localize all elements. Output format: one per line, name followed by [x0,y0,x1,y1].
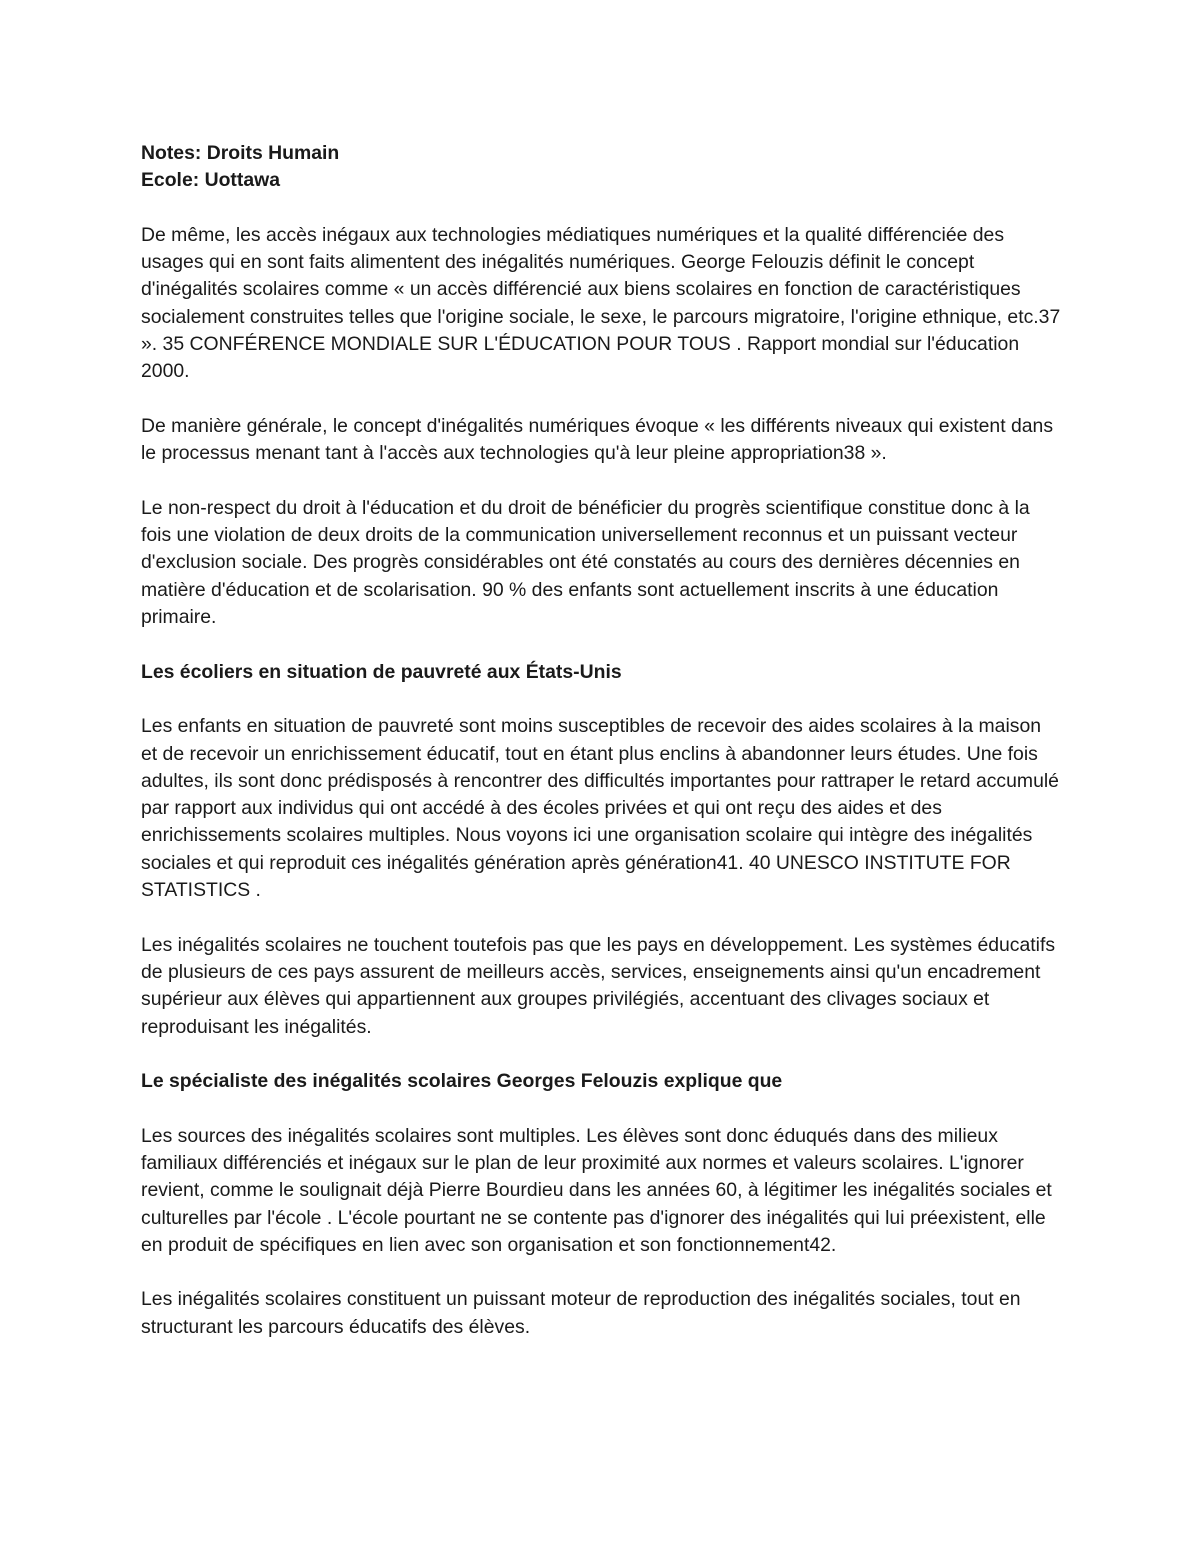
section-heading-felouzis: Le spécialiste des inégalités scolaires Georges Felouzis explique que [141,1070,783,1093]
document-body [141,140,1061,1368]
spacer [141,195,1061,222]
section-heading-poverty: Les écoliers en situation de pauvreté aux États-Unis [141,660,622,683]
school-title: Ecole: Uottawa [141,169,280,192]
paragraph-7: Les inégalités scolaires constituent un puissant moteur de reproduction des inégalités sociales, tout en structurant les parcours éducatifs des élèves. [141,1288,1021,1338]
notes-title: Notes: Droits Humain [141,142,340,164]
paragraph-6: Les sources des inégalités scolaires sont multiples. Les élèves sont donc éduqués dans des milieux familiaux différenciés et inégaux sur le plan de leur proximité aux normes et valeurs scolaires. L'ignorer revient, comme le soulignait déjà Pierre Bourdieu dans les années 60, à légitimer les inégalités sociales et culturelles par l'école . L'école pourtant ne se contente pas d'ignorer des inégalités qui lui préexistent, elle en produit de spécifiques en lien avec son organisation et son fonctionnement42. [141,1124,1052,1256]
paragraph-1: De même, les accès inégaux aux technologies médiatiques numériques et la qualité différenciée des usages qui en sont faits alimentent des inégalités numériques. George Felouzis définit le concept d'inégalités scolaires comme « un accès différencié aux biens scolaires en fonction de caractéristiques socialement construites telles que l'origine sociale, le sexe, le parcours migratoire, l'origine ethnique, etc.37 ». 35 CONFÉRENCE MONDIALE SUR L'ÉDUCATION POUR TOUS . Rapport mondial sur l'éducation 2000. [141,223,1061,383]
paragraph-5: Les inégalités scolaires ne touchent toutefois pas que les pays en développement. Les systèmes éducatifs de plusieurs de ces pays assurent de meilleurs accès, services, enseignements ainsi qu'un encadrement supérieur aux élèves qui appartiennent aux groupes privilégiés, accentuant des clivages sociaux et reproduisant les inégalités. [141,933,1056,1038]
paragraph-2: De manière générale, le concept d'inégalités numériques évoque « les différents niveaux qui existent dans le processus menant tant à l'accès aux technologies qu'à leur pleine appropriation38 ». [141,414,1054,465]
paragraph-4: Les enfants en situation de pauvreté sont moins susceptibles de recevoir des aides scolaires à la maison et de recevoir un enrichissement éducatif, tout en étant plus enclins à abandonner leurs études. Une fois adultes, ils sont donc prédisposés à rencontrer des difficultés importantes pour rattraper le retard accumulé par rapport aux individus qui ont accédé à des écoles privées et qui ont reçu des aides et des enrichissements scolaires multiples. Nous voyons ici une organisation scolaire qui intègre des inégalités sociales et qui reproduit ces inégalités génération après génération41. 40 UNESCO INSTITUTE FOR STATISTICS . [141,715,1059,902]
paragraph-3: Le non-respect du droit à l'éducation et du droit de bénéficier du progrès scientifique constitue donc à la fois une violation de deux droits de la communication universellement reconnus et un puissant vecteur d'exclusion sociale. Des progrès considérables ont été constatés au cours des dernières décennies en matière d'éducation et de scolarisation. 90 % des enfants sont actuellement inscrits à une éducation primaire. [141,496,1030,629]
